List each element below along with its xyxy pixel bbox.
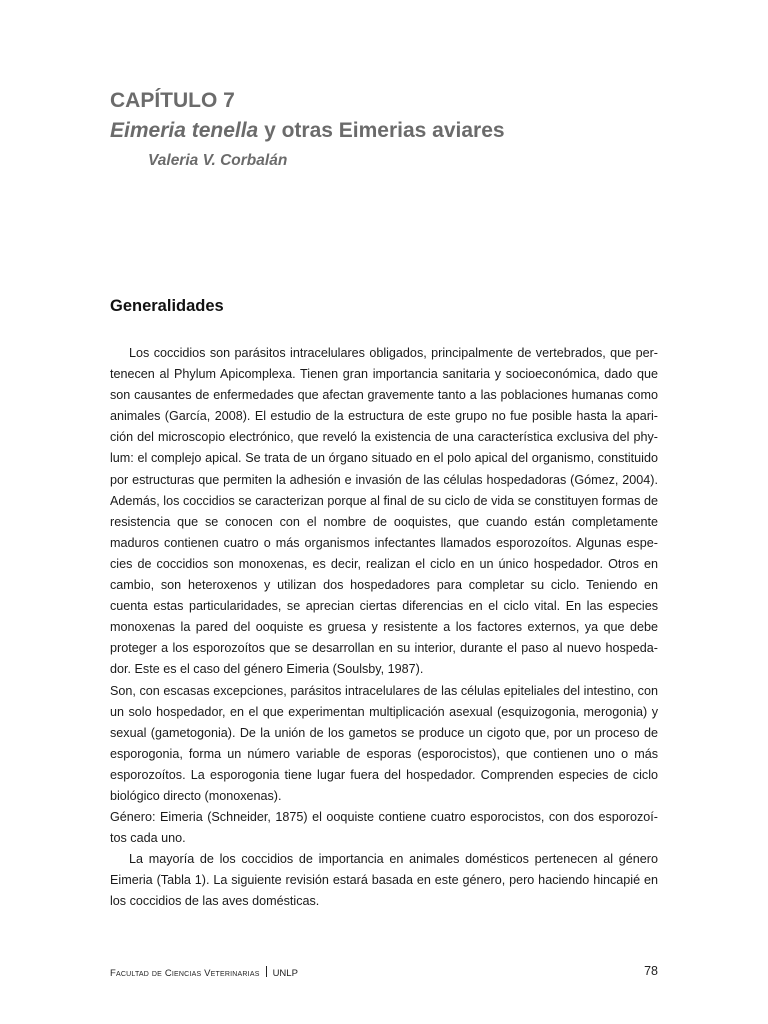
page-number: 78 [644,964,658,978]
paragraph-summary: La mayoría de los coccidios de importancia en animales domésticos pertenecen al género Eimeria (Tabla 1). La siguiente revisión estará basada en este género, pero haciendo hincapié en los coccidios de las aves domésticas. [110,852,658,909]
chapter-author: Valeria V. Corbalán [148,152,288,169]
chapter-title: CAPÍTULO 7 [110,89,235,112]
footer-faculty: Facultad de Ciencias Veterinarias [110,968,260,979]
footer-separator [266,966,267,977]
section-heading: Generalidades [110,297,224,315]
chapter-subtitle [110,118,505,144]
paragraph-intro: Los coccidios son parásitos intracelulares obligados, principalmente de vertebrados, que pertenecen al Phylum Apicomplexa. Tienen gran importancia sanitaria y socioeconómica, dado que son causantes de enfermedades que afectan gravemente tanto a las poblaciones humanas como animales (García, 2008). El estudio de la estructura de este grupo no fue posible hasta la aparición del microscopio electrónico, que reveló la existencia de una característica exclusiva del phylum: el complejo apical. Se trata de un órgano situado en el polo apical del organismo, constituido por estructuras que permiten la adhesión e invasión de las células hospedadoras (Gómez, 2004). Además, los coccidios se caracterizan porque al final de su ciclo de vida se constituyen formas de resistencia que se conocen con el nombre de ooquistes, que cuando están completamente maduros contienen cuatro o más organismos infectantes llamados esporozoítos. Algunas especies de coccidios son monoxenas, es decir, realizan el ciclo en un único hospedador. Otros en cambio, son heteroxenos y utilizan dos hospedadores para completar su ciclo. Teniendo en cuenta estas particularidades, se aprecian ciertas diferencias en el ciclo vital. En las especies monoxenas la pared del ooquiste es gruesa y resistente a los factores externos, ya que debe proteger a los esporozoítos que se desarrollan en su interior, durante el paso al nuevo hospedador. Este es el caso del género Eimeria (Soulsby, 1987). [110,346,658,677]
paragraph-genus: Género: Eimeria (Schneider, 1875) el ooquiste contiene cuatro esporocistos, con dos esporozoítos cada uno. [110,810,658,846]
body-text [110,343,658,913]
subtitle-rest: y otras Eimerias aviares [258,119,505,142]
footer-institution [110,966,298,981]
subtitle-species-name: Eimeria tenella [110,119,259,142]
footer-university: UNLP [272,968,298,979]
paragraph-lifecycle: Son, con escasas excepciones, parásitos intracelulares de las células epiteliales del intestino, con un solo hospedador, en el que experimentan multiplicación asexual (esquizogonia, merogonia) y sexual (gametogonia). De la unión de los gametos se produce un cigoto que, por un proceso de esporogonia, forma un número variable de esporas (esporocistos), que contienen uno o más esporozoítos. La esporogonia tiene lugar fuera del hospedador. Comprenden especies de ciclo biológico directo (monoxenas). [110,683,658,803]
